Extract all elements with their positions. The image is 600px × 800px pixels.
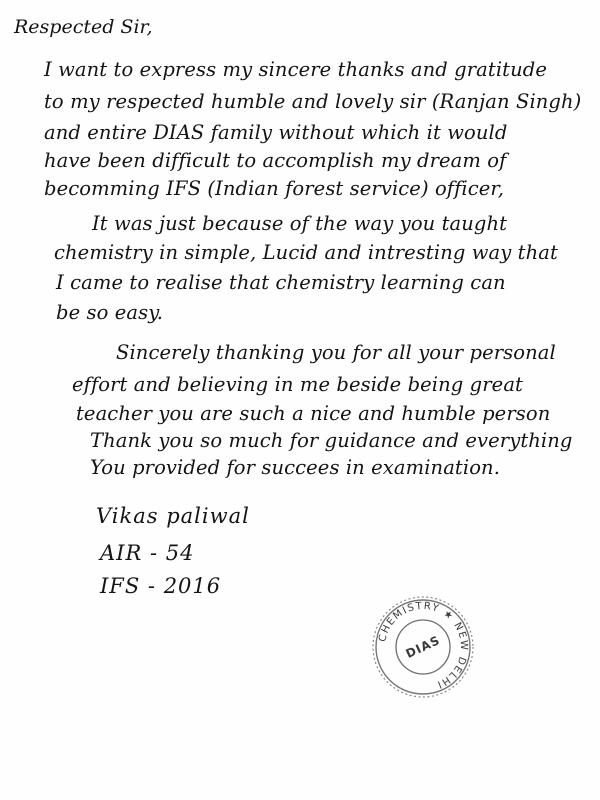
letter-line: becomming IFS (Indian forest service) officer, [44, 177, 505, 200]
institute-stamp [368, 592, 478, 702]
letter-line: have been difficult to accomplish my dream of [44, 149, 507, 172]
letter-line: effort and believing in me beside being great [72, 373, 523, 396]
letter-line: I want to express my sincere thanks and gratitude [44, 58, 547, 81]
signature-name: Vikas paliwal [96, 504, 250, 528]
letter-line: chemistry in simple, Lucid and intresting way that [54, 241, 558, 264]
signature-service: IFS - 2016 [100, 574, 222, 598]
stamp-center-text: DIAS [403, 632, 443, 662]
letter-line: teacher you are such a nice and humble person [76, 402, 551, 425]
stamp-ring-text: CHEMISTRY ★ NEW DELHI [377, 600, 470, 691]
letter-line: It was just because of the way you taught [92, 212, 508, 235]
letter-line: You provided for succees in examination. [90, 456, 500, 479]
letter-line: be so easy. [56, 301, 164, 324]
signature-rank: AIR - 54 [100, 541, 195, 565]
letter-line: Sincerely thanking you for all your personal [116, 341, 556, 364]
letter-line: to my respected humble and lovely sir (Ranjan Singh) [44, 90, 582, 113]
letter-line: and entire DIAS family without which it would [44, 121, 508, 144]
letter-line: I came to realise that chemistry learning can [56, 271, 506, 294]
letter-line: Thank you so much for guidance and everything [90, 429, 573, 452]
salutation: Respected Sir, [14, 16, 153, 38]
